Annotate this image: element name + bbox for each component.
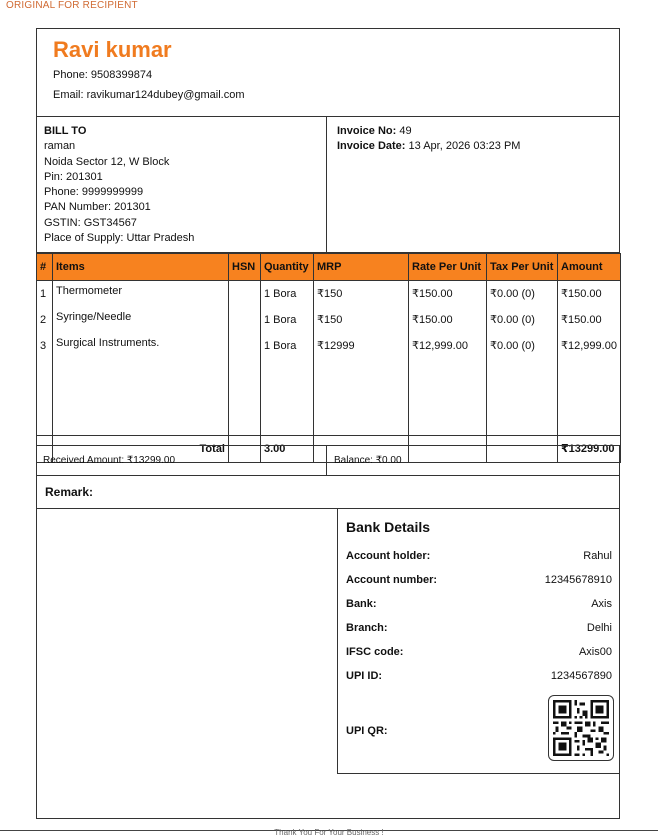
- row-mrp: ₹150: [314, 307, 409, 333]
- items-table: [36, 253, 621, 463]
- col-header-rate: Rate Per Unit: [409, 254, 487, 281]
- table-row: [37, 307, 621, 333]
- row-item: [53, 307, 229, 333]
- remark-label: Remark:: [45, 485, 94, 499]
- invoice-date: [337, 139, 520, 154]
- col-header-quantity: Quantity: [261, 254, 314, 281]
- col-header-tax: Tax Per Unit: [487, 254, 558, 281]
- bank-row-upi-id: [346, 670, 612, 682]
- table-row: [37, 333, 621, 359]
- row-rate: ₹150.00: [409, 281, 487, 308]
- item-name: Surgical Instruments.: [56, 337, 160, 349]
- bill-section: [36, 116, 620, 253]
- invoice-date-label: Invoice Date:: [337, 140, 406, 153]
- col-header-hsn: HSN: [229, 254, 261, 281]
- bank-value: 12345678910: [544, 574, 612, 586]
- seller-name: Ravi kumar: [53, 37, 172, 62]
- bill-to-heading: BILL TO: [44, 125, 87, 137]
- item-name: Thermometer: [56, 285, 123, 297]
- bank-label: Bank:: [346, 598, 377, 610]
- row-hsn: [229, 307, 261, 333]
- total-amount: ₹13299.00: [558, 436, 621, 463]
- bank-value: Delhi: [586, 622, 612, 634]
- customer-phone: Phone: 9999999999: [44, 186, 144, 199]
- bank-row-account-number: [346, 574, 612, 586]
- bank-row-bank: [346, 598, 612, 610]
- footer-thank-you: Thank You For Your Business !: [274, 828, 384, 837]
- bank-label: UPI QR:: [346, 725, 388, 737]
- bank-row-ifsc: [346, 646, 612, 658]
- balance-amount: Balance: ₹0.00: [334, 455, 402, 466]
- row-hsn: [229, 281, 261, 308]
- table-row: [37, 281, 621, 308]
- row-qty: 1 Bora: [261, 281, 314, 308]
- row-rate: ₹12,999.00: [409, 333, 487, 359]
- row-hsn: [229, 333, 261, 359]
- payment-divider: [326, 446, 327, 476]
- invoice-number-label: Invoice No:: [337, 125, 397, 137]
- bank-label: Branch:: [346, 622, 388, 634]
- customer-pin: Pin: 201301: [44, 170, 103, 183]
- row-rate: ₹150.00: [409, 307, 487, 333]
- place-of-supply: Place of Supply: Uttar Pradesh: [44, 232, 195, 245]
- col-header-mrp: MRP: [314, 254, 409, 281]
- row-num: 2: [37, 307, 53, 333]
- col-header-amount: Amount: [558, 254, 621, 281]
- item-name: Syringe/Needle: [56, 311, 132, 323]
- remark-section: [36, 475, 620, 508]
- invoice-number: [337, 124, 520, 139]
- bank-row-account-holder: [346, 550, 612, 562]
- row-tax: ₹0.00 (0): [487, 333, 558, 359]
- table-filler-row: [37, 359, 621, 436]
- customer-address: Noida Sector 12, W Block: [44, 155, 170, 168]
- row-amount: ₹150.00: [558, 281, 621, 308]
- bank-label: Account holder:: [346, 550, 431, 562]
- customer-gstin: GSTIN: GST34567: [44, 216, 137, 229]
- row-qty: 1 Bora: [261, 333, 314, 359]
- customer-name: raman: [44, 140, 76, 153]
- seller-header: [36, 28, 620, 116]
- bank-value: Axis: [591, 598, 612, 610]
- row-item: [53, 281, 229, 308]
- row-num: 1: [37, 281, 53, 308]
- bank-label: UPI ID:: [346, 670, 383, 682]
- row-amount: ₹12,999.00: [558, 333, 621, 359]
- copy-label: ORIGINAL FOR RECIPIENT: [6, 0, 138, 11]
- bank-label: IFSC code:: [346, 646, 404, 658]
- total-quantity: 3.00: [261, 436, 314, 463]
- upi-qr-code: [548, 695, 614, 761]
- received-amount: Received Amount: ₹13299.00: [43, 455, 176, 466]
- bill-divider: [326, 117, 327, 254]
- row-tax: ₹0.00 (0): [487, 307, 558, 333]
- bank-row-branch: [346, 622, 612, 634]
- bill-to-block: [44, 124, 194, 246]
- row-amount: ₹150.00: [558, 307, 621, 333]
- table-header-row: [37, 254, 621, 281]
- bank-label: Account number:: [346, 574, 438, 586]
- row-item: [53, 333, 229, 359]
- row-num: 3: [37, 333, 53, 359]
- customer-pan: PAN Number: 201301: [44, 201, 151, 214]
- payment-summary: [36, 445, 620, 475]
- row-mrp: ₹12999: [314, 333, 409, 359]
- col-header-items: Items: [53, 254, 229, 281]
- bank-value: Axis00: [578, 646, 612, 658]
- invoice-info: [337, 124, 520, 155]
- invoice-number-value: 49: [396, 125, 412, 137]
- row-qty: 1 Bora: [261, 307, 314, 333]
- invoice-date-value: 13 Apr, 2026 03:23 PM: [405, 140, 521, 153]
- bank-details-title: Bank Details: [346, 519, 431, 535]
- col-header-num: #: [37, 254, 53, 281]
- lower-section: [36, 508, 620, 819]
- bank-value: 1234567890: [550, 670, 612, 682]
- seller-phone: Phone: 9508399874: [53, 69, 153, 81]
- bank-value: Rahul: [583, 550, 612, 562]
- row-mrp: ₹150: [314, 281, 409, 308]
- row-tax: ₹0.00 (0): [487, 281, 558, 308]
- total-label: Total: [53, 436, 229, 463]
- bank-details: [337, 509, 620, 774]
- seller-email: Email: ravikumar124dubey@gmail.com: [53, 89, 245, 101]
- qr-code-icon: [553, 700, 609, 756]
